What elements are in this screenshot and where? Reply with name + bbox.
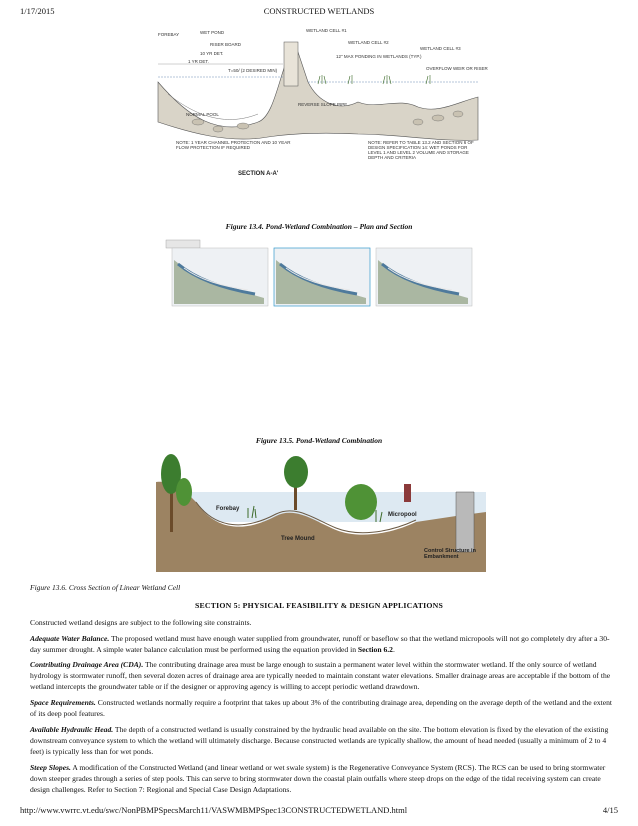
figure-13-5-caption: Figure 13.5. Pond-Wetland Combination: [255, 436, 383, 445]
label-overflow: OVERFLOW WEIR OR RISER: [426, 66, 488, 71]
figure-13-4-caption: Figure 13.4. Pond-Wetland Combination – Plan and Section: [225, 222, 413, 231]
label-cell2: WETLAND CELL #2: [348, 40, 389, 45]
label-ponding: 12" MAX PONDING IN WETLANDS (TYP.): [336, 54, 422, 59]
paragraph-hydraulic-head: Available Hydraulic Head. The depth of a constructed wetland is usually constrained by the hydraulic head available on the site. The bottom elevation is fixed by the elevation of the existing downstream conveyance system to which the wetland will ultimately discharge. Because constructed wetlands are typically shallow, the amount of head needed (usually a minimum of 2 to 4 feet) is typically less than for wet ponds.: [30, 725, 609, 756]
label-section: SECTION A-A': [238, 171, 279, 177]
label-forebay: FOREBAY: [158, 32, 180, 37]
linear-wetland-cross-section: [156, 452, 486, 572]
paragraph-drainage-area: Contributing Drainage Area (CDA). The contributing drainage area must be large enough to sustain a permanent water level within the stormwater wetland. If the only source of wetland hydrology is stormwater runoff, then several dozen acres of drainage area are typically needed to maintain constant water elevations. Smaller drainage areas are acceptable if the bottom of the wetland intercepts the groundwater table or if the designer or approving agency is willing to accept periodic wetland drawdown.: [30, 660, 611, 691]
label-riser-board: RISER BOARD: [210, 42, 242, 47]
label-normal-pool: NORMAL POOL: [186, 112, 219, 117]
note-refer-table: NOTE: REFER TO TABLE 13.2 AND SECTION 6 OF DESIGN SPECIFICATION 14: WET PONDS FOR LEVEL 1 AND LEVEL 2 VOLUME AND STORAGE DEPTH AND CRITERIA: [368, 140, 474, 160]
footer-url: http://www.vwrrc.vt.edu/swc/NonPBMPSpecsMarch11/VASWMBMPSpec13CONSTRUCTEDWETLAND.html: [20, 805, 408, 815]
paragraph-space-requirements: Space Requirements. Constructed wetlands normally require a footprint that takes up about 3% of the contributing drainage area, depending on the average depth of the wetland and the extent of its deep pool features.: [30, 698, 613, 718]
label-reverse-slope: REVERSE SLOPE PIPE: [298, 102, 348, 107]
label-micropool: Micropool: [388, 512, 417, 518]
label-cell3: WETLAND CELL #3: [420, 46, 461, 51]
note-channel-protection: NOTE: 1 YEAR CHANNEL PROTECTION AND 10 YEAR FLOW PROTECTION IF REQUIRED: [176, 140, 291, 150]
section-a-a-drawing: [158, 22, 488, 180]
paragraph-steep-slopes: Steep Slopes. A modification of the Constructed Wetland (and linear wetland or wet swale system) is the Regenerative Conveyance System (RCS). The RCS can be used to bring stormwater down steeper grades through a series of step pools. This can serve to bring stormwater down the coastal plain outfalls where steep drops on the edge of the tidal receiving system can create design challenges. Refer to Section 7: Regional and Special Case Design Adaptations.: [30, 763, 606, 794]
paragraph-water-balance: Adequate Water Balance. The proposed wetland must have enough water supplied from groundwater, runoff or baseflow so that the wetland micropools will not go completely dry after a 30-day summer drought. A simple water balance calculation must be performed using the equation provided in Section 6.2.: [30, 634, 610, 654]
label-tv: T=50/ (2 DESIRED MIN): [228, 68, 278, 73]
label-cell1: WETLAND CELL #1: [306, 28, 347, 33]
pond-wetland-thumbnails: [160, 238, 480, 310]
section-5-intro: Constructed wetland designs are subject to the following site constraints.: [30, 618, 252, 627]
label-wet-pond: WET POND: [200, 30, 225, 35]
label-forebay-13-6: Forebay: [216, 506, 240, 512]
label-1yr-det: 1 YR DET.: [188, 59, 209, 64]
header-date: 1/17/2015: [20, 6, 55, 16]
label-control-structure: Control Structure in Embankment: [424, 548, 476, 560]
footer-page: 4/15: [602, 805, 618, 815]
section-5-title: SECTION 5: PHYSICAL FEASIBILITY & DESIGN APPLICATIONS: [194, 601, 444, 610]
label-tree-mound: Tree Mound: [281, 536, 315, 542]
label-10yr-det: 10 YR DET.: [200, 51, 224, 56]
header-title: CONSTRUCTED WETLANDS: [263, 6, 375, 16]
figure-13-6-caption: Figure 13.6. Cross Section of Linear Wetland Cell: [30, 583, 181, 592]
